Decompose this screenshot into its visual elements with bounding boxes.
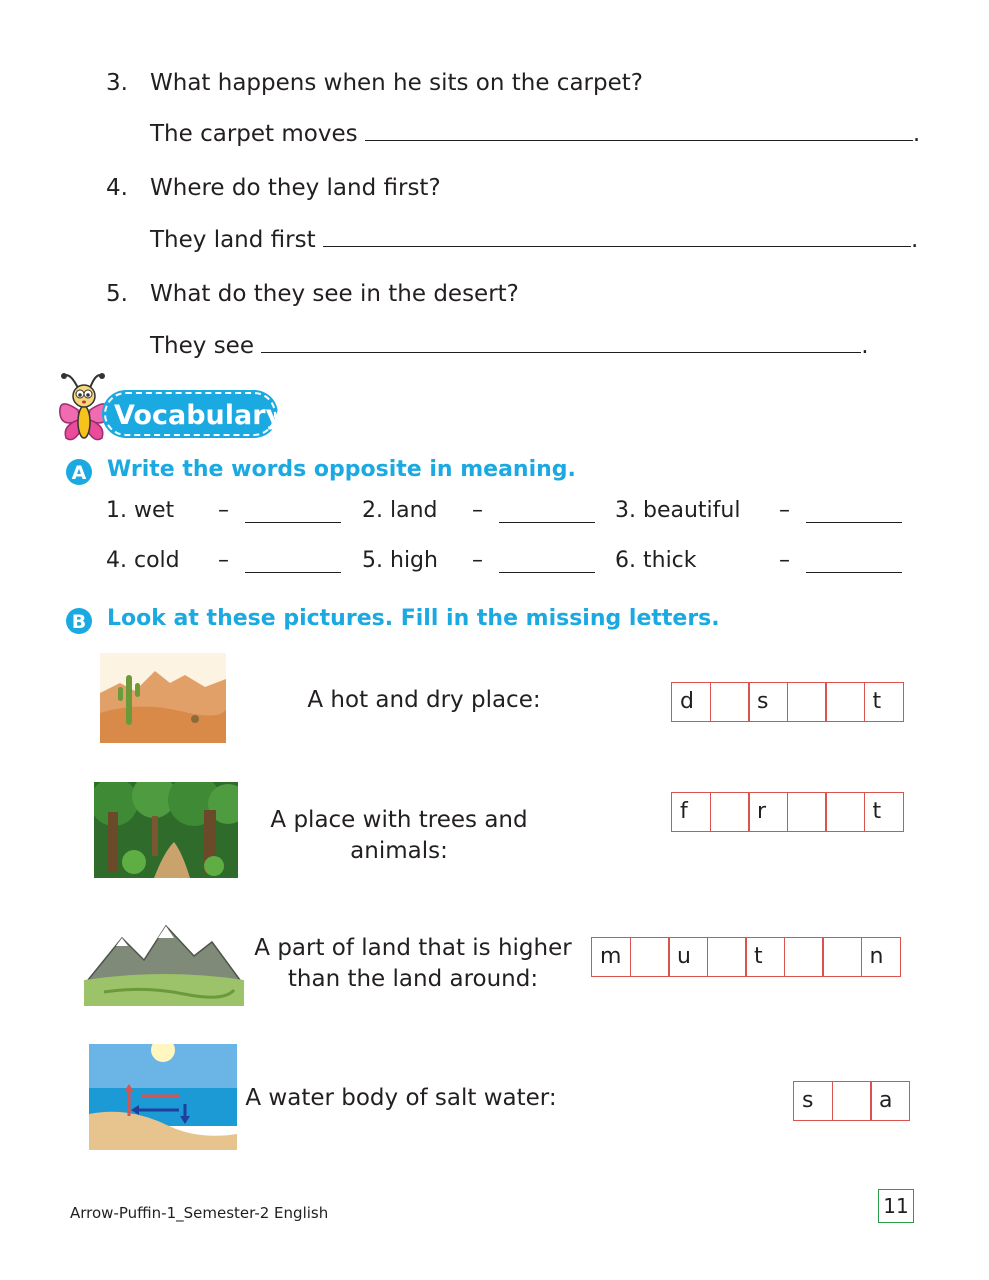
answer-prefix: The carpet moves xyxy=(150,121,358,147)
sea-clue: A water body of salt water: xyxy=(245,1085,557,1111)
section-b-badge-icon xyxy=(65,607,93,635)
svg-text:A: A xyxy=(71,462,87,484)
answer-blank[interactable] xyxy=(365,118,913,141)
answer-blank[interactable] xyxy=(323,224,911,247)
dash: – xyxy=(779,498,790,523)
sea-letter-boxes xyxy=(793,1081,910,1121)
letter-box[interactable] xyxy=(787,792,827,832)
mountain-letter-boxes xyxy=(591,937,901,977)
svg-text:B: B xyxy=(71,611,87,633)
period: . xyxy=(912,121,921,147)
answer-line xyxy=(150,330,869,359)
letter-box[interactable]: d xyxy=(671,682,711,722)
opposite-item-2: 2. land xyxy=(362,498,438,523)
letter-box[interactable]: m xyxy=(591,937,631,977)
mountain-picture xyxy=(84,920,244,1006)
question-text: What do they see in the desert? xyxy=(150,281,519,307)
question-number: 4. xyxy=(106,175,128,201)
letter-box[interactable]: n xyxy=(861,937,901,977)
forest-picture xyxy=(94,782,238,878)
letter-box[interactable]: s xyxy=(793,1081,833,1121)
letter-box[interactable] xyxy=(630,937,670,977)
letter-box[interactable] xyxy=(825,792,865,832)
period: . xyxy=(861,333,869,359)
opposite-item-5: 5. high xyxy=(362,548,438,573)
letter-box[interactable]: f xyxy=(671,792,711,832)
dash: – xyxy=(779,548,790,573)
answer-prefix: They see xyxy=(150,333,254,359)
opposite-item-1: 1. wet xyxy=(106,498,175,523)
letter-box[interactable]: t xyxy=(864,682,904,722)
answer-prefix: They land first xyxy=(150,227,316,253)
opposite-item-4: 4. cold xyxy=(106,548,180,573)
desert-clue: A hot and dry place: xyxy=(307,687,541,713)
letter-box[interactable] xyxy=(822,937,862,977)
question-text: Where do they land first? xyxy=(150,175,441,201)
period: . xyxy=(910,227,919,253)
letter-box[interactable] xyxy=(710,682,750,722)
desert-letter-boxes xyxy=(671,682,904,722)
section-a-heading: Write the words opposite in meaning. xyxy=(107,457,576,482)
vocabulary-title: Vocabulary xyxy=(104,392,276,436)
forest-clue: A place with trees and animals: xyxy=(270,807,528,864)
answer-line xyxy=(150,118,920,147)
letter-box[interactable] xyxy=(707,937,747,977)
question-text: What happens when he sits on the carpet? xyxy=(150,70,643,96)
opposite-blank-4[interactable] xyxy=(245,552,341,573)
forest-letter-boxes xyxy=(671,792,904,832)
dash: – xyxy=(472,548,483,573)
dash: – xyxy=(218,498,229,523)
dash: – xyxy=(472,498,483,523)
letter-box[interactable] xyxy=(784,937,824,977)
letter-box[interactable] xyxy=(832,1081,872,1121)
letter-box[interactable]: t xyxy=(745,937,785,977)
question-number: 3. xyxy=(106,70,128,96)
letter-box[interactable]: a xyxy=(870,1081,910,1121)
opposite-item-6: 6. thick xyxy=(615,548,697,573)
desert-picture xyxy=(100,653,226,743)
letter-box[interactable]: t xyxy=(864,792,904,832)
opposite-blank-6[interactable] xyxy=(806,552,902,573)
sea-picture xyxy=(89,1044,237,1150)
opposite-blank-2[interactable] xyxy=(499,502,595,523)
question-number: 5. xyxy=(106,281,128,307)
opposite-blank-3[interactable] xyxy=(806,502,902,523)
section-a-badge-icon xyxy=(65,458,93,486)
section-b-heading: Look at these pictures. Fill in the missing letters. xyxy=(107,606,720,631)
letter-box[interactable]: r xyxy=(748,792,788,832)
dash: – xyxy=(218,548,229,573)
letter-box[interactable]: s xyxy=(748,682,788,722)
page-number: 11 xyxy=(878,1189,914,1223)
letter-box[interactable] xyxy=(825,682,865,722)
letter-box[interactable] xyxy=(787,682,827,722)
opposite-item-3: 3. beautiful xyxy=(615,498,741,523)
answer-blank[interactable] xyxy=(261,330,861,353)
opposite-blank-5[interactable] xyxy=(499,552,595,573)
letter-box[interactable] xyxy=(710,792,750,832)
answer-line xyxy=(150,224,918,253)
footer-book-title: Arrow-Puffin-1_Semester-2 English xyxy=(70,1204,329,1222)
opposite-blank-1[interactable] xyxy=(245,502,341,523)
letter-box[interactable]: u xyxy=(668,937,708,977)
mountain-clue: A part of land that is higher than the land around: xyxy=(254,935,572,992)
